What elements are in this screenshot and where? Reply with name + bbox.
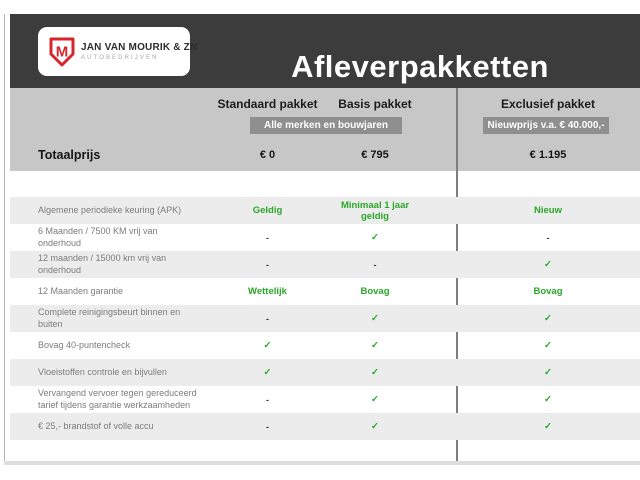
row-label: Vervangend vervoer tegen gereduceerd tarief tijdens garantie werkzaamheden <box>38 388 197 410</box>
cell-standaard: Wettelijk <box>248 286 287 297</box>
column-standaard-pakket: Standaard pakket <box>217 97 318 111</box>
cell-basis: ✓ <box>371 340 379 351</box>
table-row <box>10 359 640 386</box>
cell-exclusief: ✓ <box>544 313 552 324</box>
table-row <box>10 224 640 251</box>
cell-basis: ✓ <box>371 313 379 324</box>
cell-exclusief: ✓ <box>544 421 552 432</box>
row-label: 12 Maanden garantie <box>38 285 124 296</box>
svg-text:M: M <box>55 43 69 60</box>
total-basis: € 795 <box>361 149 389 161</box>
row-label: Complete reinigingsbeurt binnen en buiten <box>38 307 181 329</box>
badge-nieuwprijs: Nieuwprijs v.a. € 40.000,- <box>483 117 609 134</box>
cell-standaard: Geldig <box>252 205 283 216</box>
totals-row <box>10 144 640 166</box>
table-row <box>10 305 640 332</box>
page-title: Afleverpakketten <box>291 49 549 84</box>
brand-name: JAN VAN MOURIK & ZN <box>81 42 198 53</box>
cell-basis: ✓ <box>371 232 379 243</box>
cell-standaard: - <box>266 394 269 405</box>
row-label: 12 maanden / 15000 km vrij van onderhoud <box>38 253 167 275</box>
cell-standaard: ✓ <box>263 340 272 351</box>
package-header-band <box>10 88 640 171</box>
cell-exclusief: ✓ <box>544 394 552 405</box>
cell-basis: - <box>373 259 377 270</box>
column-exclusief-pakket: Exclusief pakket <box>500 97 596 111</box>
totals-label: Totaalprijs <box>38 148 101 162</box>
cell-exclusief: Nieuw <box>534 205 562 216</box>
cell-exclusief: - <box>546 232 550 243</box>
cell-exclusief: Bovag <box>533 286 563 297</box>
cell-standaard: - <box>266 232 269 243</box>
row-label: Bovag 40-puntencheck <box>38 339 131 350</box>
brand-tagline: AUTOBEDRIJVEN <box>81 55 159 61</box>
total-exclusief: € 1.195 <box>529 149 567 161</box>
cell-basis: ✓ <box>371 394 379 405</box>
header-bar <box>10 14 640 88</box>
cell-exclusief: ✓ <box>544 259 552 270</box>
table-row <box>10 278 640 305</box>
table-row <box>10 332 640 359</box>
badge-alle-merken: Alle merken en bouwjaren <box>250 117 402 134</box>
shield-m-icon <box>49 37 75 67</box>
cell-basis: Bovag <box>360 286 390 297</box>
total-standaard: € 0 <box>259 149 276 161</box>
cell-basis: ✓ <box>371 421 379 432</box>
feature-table <box>10 197 640 440</box>
row-label: Vloeistoffen controle en bijvullen <box>38 366 167 377</box>
brand-text <box>81 42 198 61</box>
package-headers <box>10 97 640 111</box>
cell-basis: Minimaal 1 jaar geldig <box>340 199 410 222</box>
cell-standaard: - <box>266 313 269 324</box>
row-label: 6 Maanden / 7500 KM vrij van onderhoud <box>38 226 158 248</box>
row-label: Algemene periodieke keuring (APK) <box>38 204 182 215</box>
cell-basis: ✓ <box>371 367 379 378</box>
column-basis-pakket: Basis pakket <box>338 97 412 111</box>
table-row <box>10 413 640 440</box>
table-row <box>10 251 640 278</box>
cell-exclusief: ✓ <box>544 367 552 378</box>
row-label: € 25,- brandstof of volle accu <box>38 420 154 431</box>
brand-logo <box>38 27 198 76</box>
bottom-strip <box>4 461 640 465</box>
cell-standaard: - <box>266 421 269 432</box>
table-row <box>10 386 640 413</box>
cell-standaard: ✓ <box>263 367 272 378</box>
table-row <box>10 197 640 224</box>
cell-exclusief: ✓ <box>544 340 552 351</box>
cell-standaard: - <box>266 259 269 270</box>
page-edge-line <box>4 14 5 464</box>
